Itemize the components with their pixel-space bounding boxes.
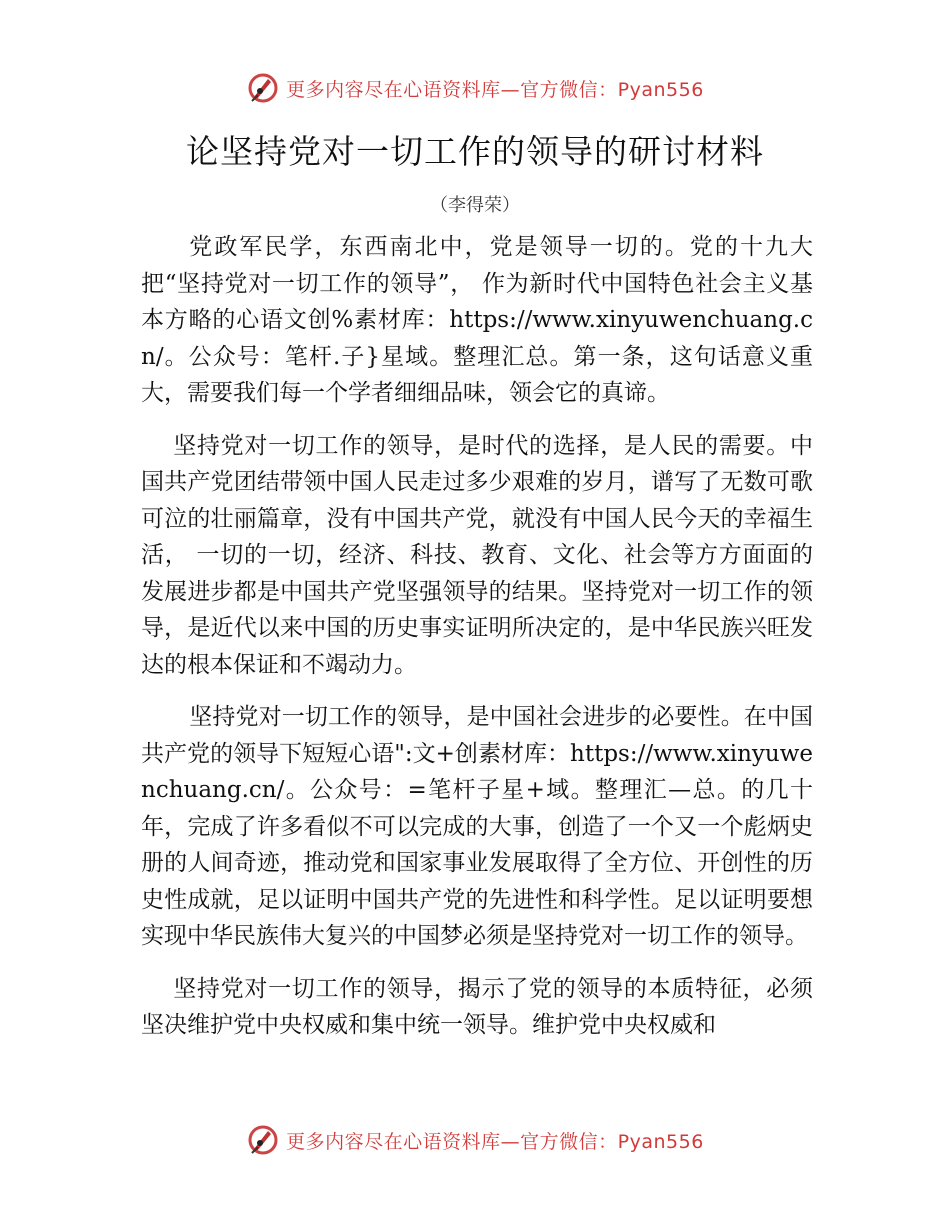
paragraph: 坚持党对一切工作的领导，揭示了党的领导的本质特征，必须坚决维护党中央权威和集中统一领导。维护党中央权威和	[141, 975, 813, 1038]
paragraph: 坚持党对一切工作的领导，是中国社会进步的必要性。在中国共产党的领导下短短心语":文+创素材库：https://www.xinyuwenchuang.cn/。公众号：=笔杆子星+域。整理汇—总。的几十年，完成了许多看似不可以完成的大事，创造了一个又一个彪炳史册的人间奇迹，推动党和国家事业发展取得了全方位、开创性的历史性成就，足以证明中国共产党的先进性和科学性。足以证明要想实现中华民族伟大复兴的中国梦必须是坚持党对一切工作的领导。	[141, 704, 813, 949]
paragraph: 党政军民学，东西南北中，党是领导一切的。党的十九大把“坚持党对一切工作的领导”， 作为新时代中国特色社会主义基本方略的心语文创%素材库：https://www.xinyuwenchuang.cn/。公众号：笔杆.子}星域。整理汇总。第一条，这句话意义重大，需要我们每一个学者细细品味，领会它的真谛。	[141, 234, 813, 406]
quill-logo-icon	[246, 71, 280, 105]
document-author: （李得荣）	[430, 195, 520, 216]
quill-logo-icon	[246, 1123, 280, 1157]
watermark-text: 更多内容尽在心语资料库—官方微信：Pyan556	[286, 1130, 704, 1153]
footer-watermark	[0, 1118, 950, 1162]
header-watermark	[0, 66, 950, 110]
paragraph: 坚持党对一切工作的领导，是时代的选择，是人民的需要。中国共产党团结带领中国人民走过多少艰难的岁月，谱写了无数可歌可泣的壮丽篇章，没有中国共产党，就没有中国人民今天的幸福生活， 一切的一切，经济、科技、教育、文化、社会等方方面面的发展进步都是中国共产党坚强领导的结果。坚持党对一切工作的领导，是近代以来中国的历史事实证明所决定的，是中华民族兴旺发达的根本保证和不竭动力。	[141, 432, 813, 678]
document-title: 论坚持党对一切工作的领导的研讨材料	[186, 132, 764, 171]
watermark-text: 更多内容尽在心语资料库—官方微信：Pyan556	[286, 78, 704, 101]
document-body	[141, 229, 813, 1060]
